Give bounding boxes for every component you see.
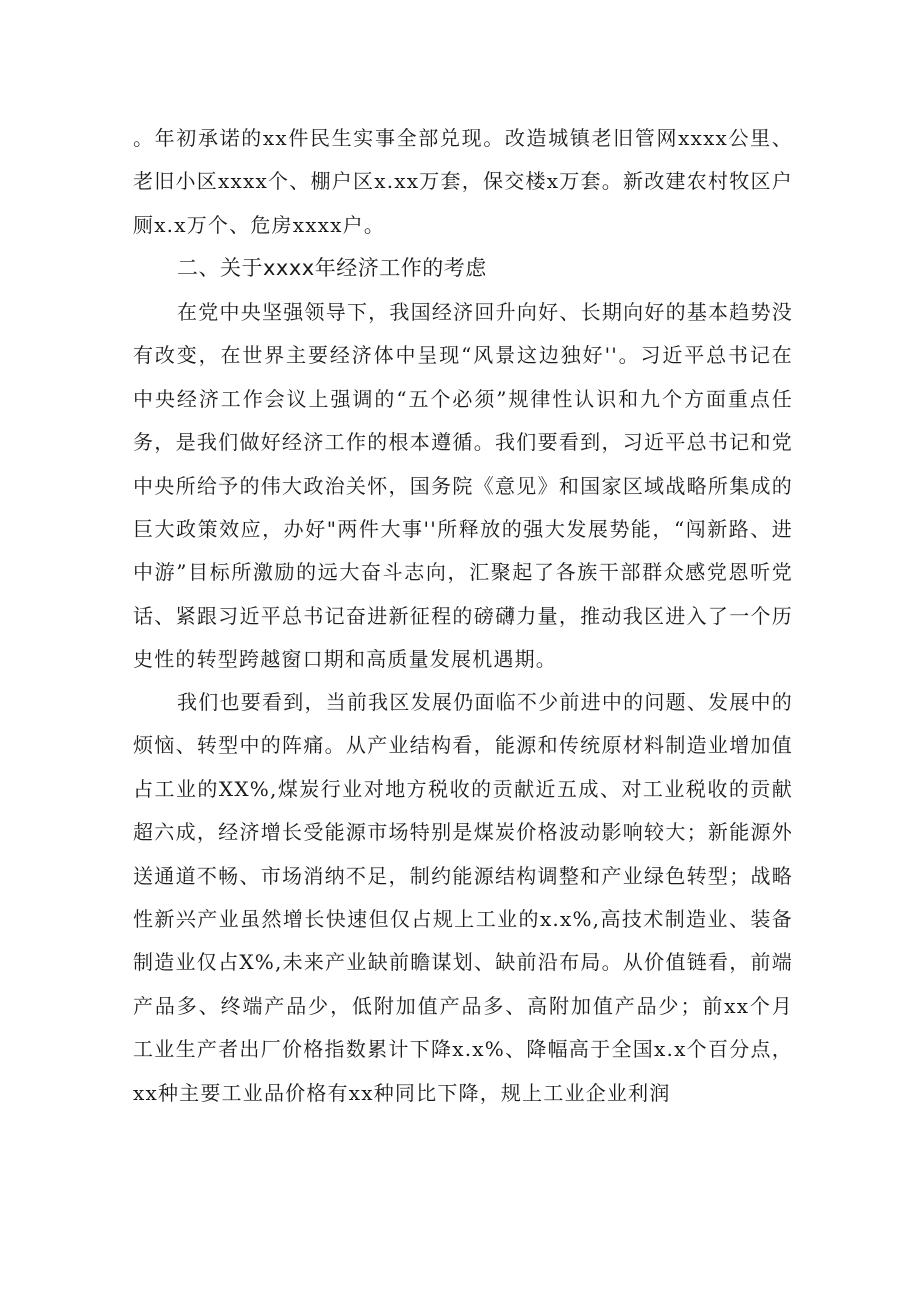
paragraph-3: 我们也要看到，当前我区发展仍面临不少前进中的问题、发展中的烦恼、转型中的阵痛。从产业结构看，能源和传统原材料制造业增加值占工业的XX%,煤炭行业对地方税收的贡献近五成、对工业税收的贡献超六成，经济增长受能源市场特别是煤炭价格波动影响较大；新能源外送通道不畅、市场消纳不足，制约能源结构调整和产业绿色转型；战略性新兴产业虽然增长快速但仅占规上工业的x.x%,高技术制造业、装备制造业仅占X%,未来产业缺前瞻谋划、缺前沿布局。从价值链看，前端产品多、终端产品少，低附加值产品多、高附加值产品少；前xx个月工业生产者出厂价格指数累计下降x.x%、降幅高于全国x.x个百分点，xx种主要工业品价格有xx种同比下降，规上工业企业利润 [133, 690, 793, 1105]
paragraph-1: 。年初承诺的xx件民生实事全部兑现。改造城镇老旧管网xxxx公里、老旧小区xxxx个、棚户区x.xx万套，保交楼x万套。新改建农村牧区户厕x.x万个、危房xxxx户。 [133, 126, 793, 237]
section-heading: 二、关于xxxx年经济工作的考虑 [177, 256, 487, 280]
paragraph-2: 在党中央坚强领导下，我国经济回升向好、长期向好的基本趋势没有改变，在世界主要经济体中呈现“风景这边独好''。习近平总书记在中央经济工作会议上强调的“五个必须”规律性认识和九个方面重点任务，是我们做好经济工作的根本遵循。我们要看到，习近平总书记和党中央所给予的伟大政治关怀，国务院《意见》和国家区域战略所集成的巨大政策效应，办好"两件大事''所释放的强大发展势能，“闯新路、进中游”目标所激励的远大奋斗志向，汇聚起了各族干部群众感党恩听党话、紧跟习近平总书记奋进新征程的磅礴力量，推动我区进入了一个历史性的转型跨越窗口期和高质量发展机遇期。 [133, 300, 793, 672]
